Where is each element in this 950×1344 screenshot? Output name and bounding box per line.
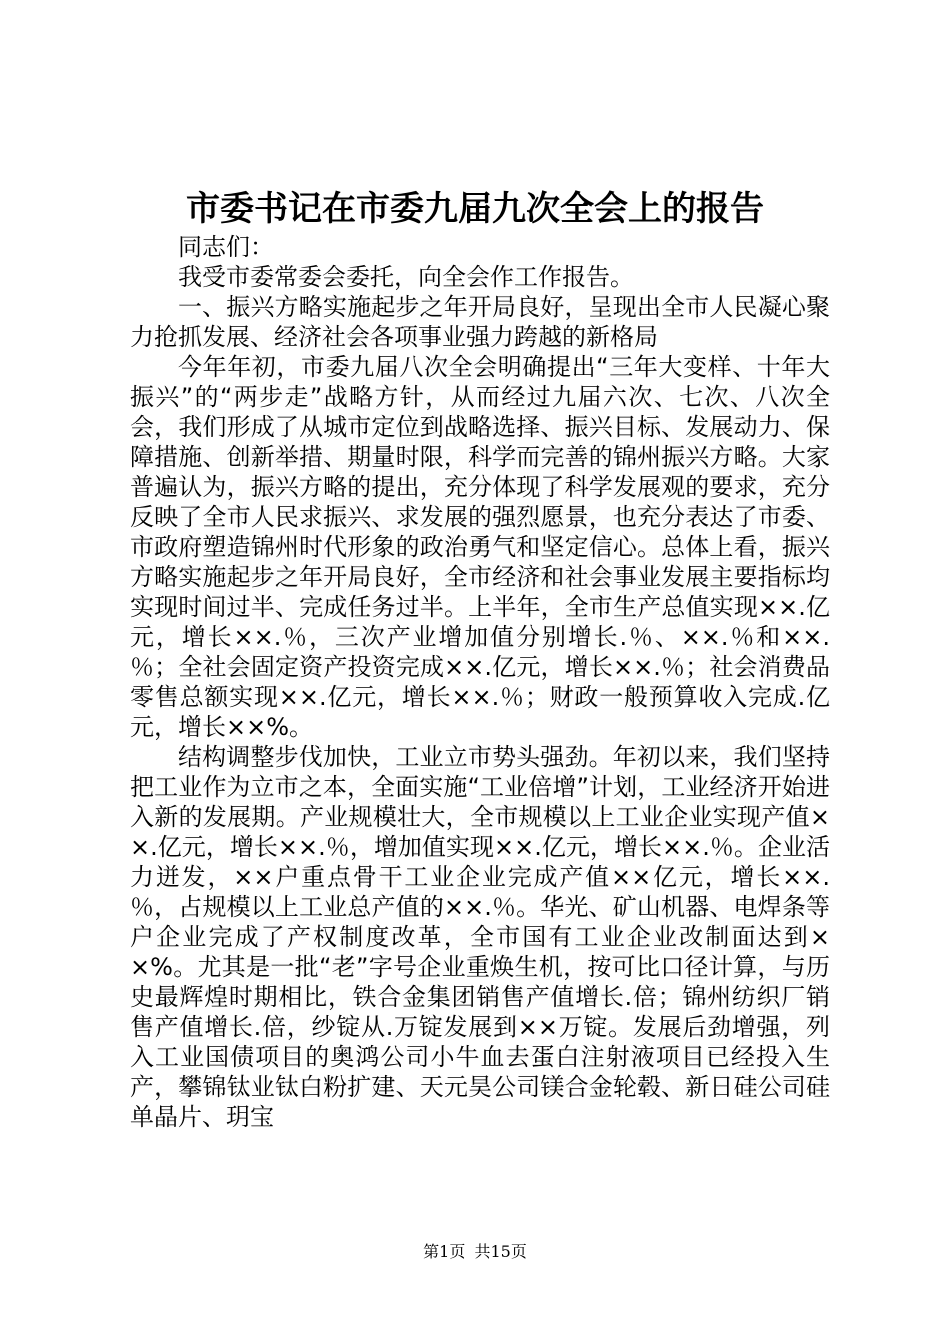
- page-number: 第1页: [423, 1242, 466, 1261]
- paragraph-section-heading: 一、振兴方略实施起步之年开局良好，呈现出全市人民凝心聚力抢抓发展、经济社会各项事业强力跨越的新格局: [130, 293, 830, 351]
- paragraph-industry: 结构调整步伐加快，工业立市势头强劲。年初以来，我们坚持把工业作为立市之本，全面实施“工业倍增”计划，工业经济开始进入新的发展期。产业规模壮大，全市规模以上工业企业实现产值××.亿元，增长××.％，增加值实现××.亿元，增长××.％。企业活力迸发，××户重点骨干工业企业完成产值××亿元，增长××.％，占规模以上工业总产值的××.％。华光、矿山机器、电焊条等户企业完成了产权制度改革，全市国有工业企业改制面达到××%。尤其是一批“老”字号企业重焕生机，按可比口径计算，与历史最辉煌时期相比，铁合金集团销售产值增长.倍；锦州纺织厂销售产值增长.倍，纱锭从.万锭发展到××万锭。发展后劲增强，列入工业国债项目的奥鸿公司小牛血去蛋白注射液项目已经投入生产，攀锦钛业钛白粉扩建、天元昊公司镁合金轮毂、新日硅公司硅单晶片、玥宝: [130, 743, 830, 1131]
- paragraph-greeting: 同志们：: [178, 233, 274, 261]
- document-body: [130, 232, 830, 1132]
- page-footer: [0, 1242, 950, 1262]
- paragraph-overview: 今年年初，市委九届八次全会明确提出“三年大变样、十年大振兴”的“两步走”战略方针，从而经过九届六次、七次、八次全会，我们形成了从城市定位到战略选择、振兴目标、发展动力、保障措施、创新举措、期量时限，科学而完善的锦州振兴方略。大家普遍认为，振兴方略的提出，充分体现了科学发展观的要求，充分反映了全市人民求振兴、求发展的强烈愿景，也充分表达了市委、市政府塑造锦州时代形象的政治勇气和坚定信心。总体上看，振兴方略实施起步之年开局良好，全市经济和社会事业发展主要指标均实现时间过半、完成任务过半。上半年，全市生产总值实现××.亿元，增长××.％，三次产业增加值分别增长.％、××.％和××.％；全社会固定资产投资完成××.亿元，增长××.％；社会消费品零售总额实现××.亿元，增长××.％；财政一般预算收入完成.亿元，增长××%。: [130, 353, 830, 741]
- document-title: 市委书记在市委九届九次全会上的报告: [186, 189, 764, 229]
- page-total: 共15页: [474, 1242, 527, 1261]
- paragraph-intro: 我受市委常委会委托，向全会作工作报告。: [178, 263, 634, 291]
